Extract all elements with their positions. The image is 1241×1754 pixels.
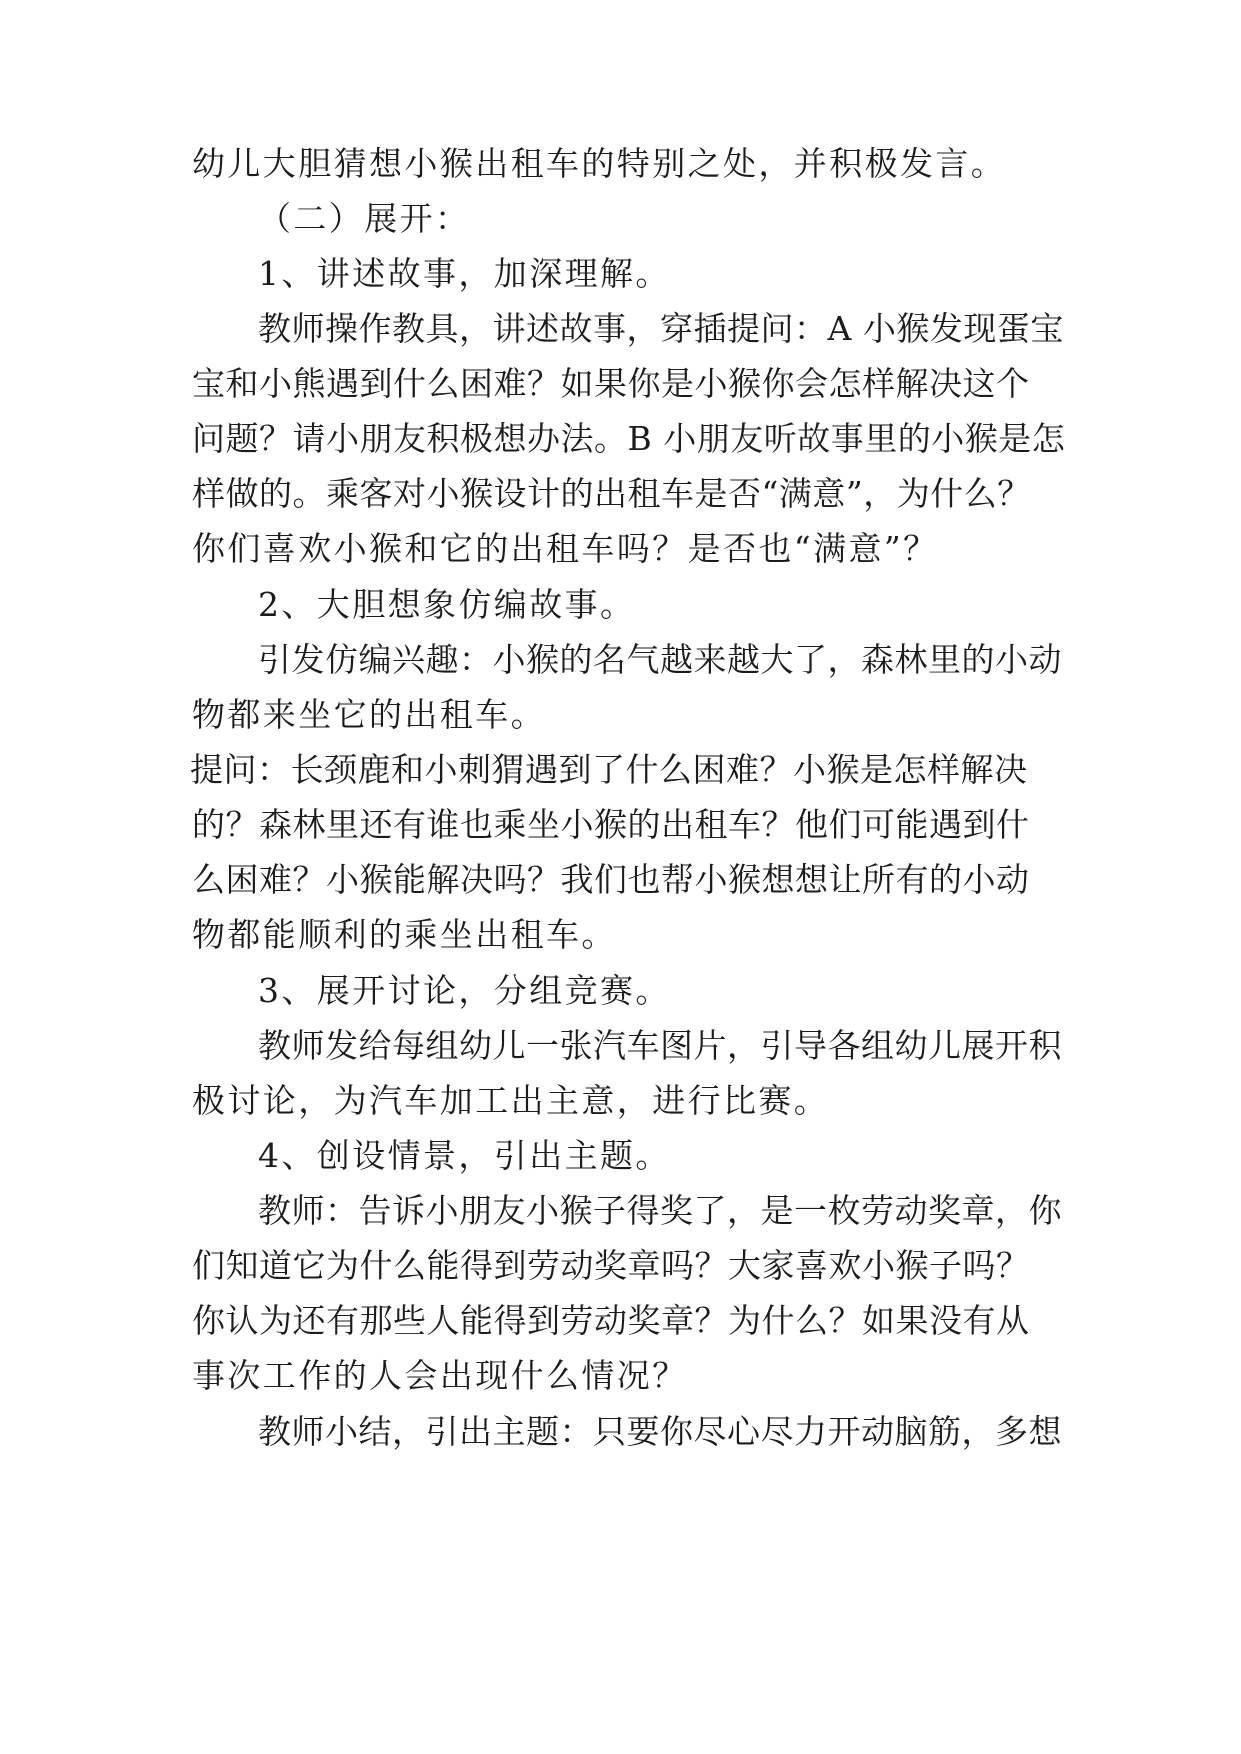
step-heading: 3、展开讨论，分组竞赛。 [258, 971, 671, 1010]
step-heading: 4、创设情景，引出主题。 [258, 1136, 671, 1175]
text-line: 提问：长颈鹿和小刺猬遇到了什么困难？小猴是怎样解决 [190, 750, 1028, 789]
text-line: 问题？请小朋友积极想办法。B 小朋友听故事里的小猴是怎 [192, 419, 1066, 458]
step-heading: 1、讲述故事，加深理解。 [258, 254, 671, 293]
text-line: 物都能顺利的乘坐出租车。 [192, 915, 617, 954]
text-line: 你认为还有那些人能得到劳动奖章？为什么？如果没有从 [192, 1301, 1030, 1340]
text-line: 幼儿大胆猜想小猴出租车的特别之处，并积极发言。 [192, 144, 1007, 183]
text-line: 教师发给每组幼儿一张汽车图片，引导各组幼儿展开积 [258, 1026, 1062, 1065]
text-line: 事次工作的人会出现什么情况？ [192, 1356, 688, 1395]
text-line: 么困难？小猴能解决吗？我们也帮小猴想想让所有的小动 [192, 860, 1030, 899]
text-line: 教师：告诉小朋友小猴子得奖了，是一枚劳动奖章，你 [258, 1191, 1062, 1230]
text-line: 教师小结，引出主题：只要你尽心尽力开动脑筋，多想 [258, 1412, 1062, 1451]
text-line: 引发仿编兴趣：小猴的名气越来越大了，森林里的小动 [258, 640, 1062, 679]
text-line: 宝和小熊遇到什么困难？如果你是小猴你会怎样解决这个 [192, 364, 1030, 403]
text-line: 样做的。乘客对小猴设计的出租车是否“满意”，为什么？ [192, 474, 1031, 513]
text-line: 教师操作教具，讲述故事，穿插提问：A 小猴发现蛋宝 [258, 309, 1064, 348]
text-line: 物都来坐它的出租车。 [192, 695, 546, 734]
text-line: 的？森林里还有谁也乘坐小猴的出租车？他们可能遇到什 [192, 805, 1030, 844]
step-heading: 2、大胆想象仿编故事。 [258, 585, 636, 624]
text-line: 们知道它为什么能得到劳动奖章吗？大家喜欢小猴子吗？ [192, 1246, 1030, 1285]
section-heading: （二）展开： [258, 199, 471, 238]
text-line: 极讨论，为汽车加工出主意，进行比赛。 [192, 1081, 830, 1120]
text-line: 你们喜欢小猴和它的出租车吗？是否也“满意”？ [192, 529, 939, 568]
